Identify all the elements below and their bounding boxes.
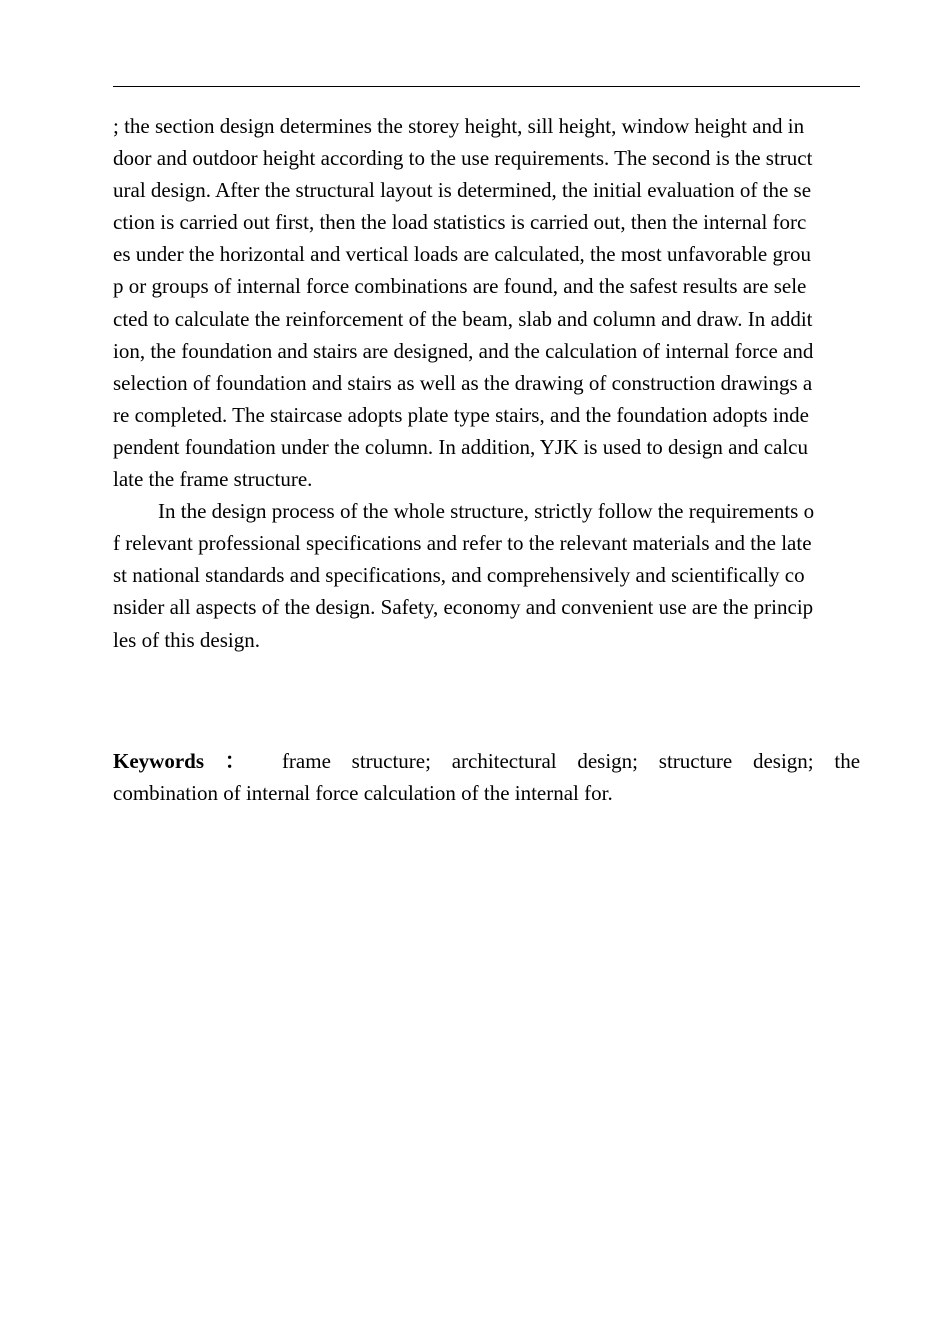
text-line: f relevant professional specifications and refer to the relevant materials and the late (113, 531, 812, 556)
header-rule (113, 86, 860, 87)
text-line: p or groups of internal force combinations are found, and the safest results are sele (113, 274, 807, 299)
keywords-line (113, 745, 860, 777)
text-line: nsider all aspects of the design. Safety, economy and convenient use are the princip (113, 595, 814, 620)
text-line: st national standards and specifications, and comprehensively and scientifically co (113, 563, 805, 588)
text-line: ion, the foundation and stairs are designed, and the calculation of internal force and (113, 338, 814, 363)
text-line: ural design. After the structural layout is determined, the initial evaluation of the se (113, 178, 812, 203)
keywords-label: Keywords ： (113, 749, 262, 773)
text-line: late the frame structure. (113, 467, 313, 492)
paragraph-1 (113, 110, 860, 495)
text-line: re completed. The staircase adopts plate type stairs, and the foundation adopts inde (113, 402, 809, 427)
text-line: ction is carried out first, then the load statistics is carried out, then the internal forc (113, 210, 807, 235)
text-line: les of this design. (113, 627, 260, 652)
text-line: door and outdoor height according to the use requirements. The second is the struct (113, 146, 813, 171)
text-line: pendent foundation under the column. In addition, YJK is used to design and calcu (113, 434, 808, 459)
text-line: cted to calculate the reinforcement of the beam, slab and column and draw. In addit (113, 306, 813, 331)
keyword-term: the (834, 749, 861, 773)
keywords-continuation: combination of internal force calculation of the internal for. (113, 781, 613, 806)
keywords-section (113, 745, 860, 809)
keyword-term: design; (752, 749, 814, 773)
text-line: In the design process of the whole structure, strictly follow the requirements o (158, 499, 815, 524)
keyword-term: frame (281, 749, 331, 773)
text-line: ; the section design determines the storey height, sill height, window height and in (113, 114, 805, 138)
text-line: es under the horizontal and vertical loads are calculated, the most unfavorable grou (113, 242, 811, 267)
keyword-term: design; (577, 749, 639, 773)
keyword-term: architectural (451, 749, 557, 773)
keyword-term: structure; (351, 749, 431, 773)
keyword-term: structure (658, 749, 733, 773)
paragraph-2 (113, 495, 860, 655)
abstract-body (113, 110, 860, 656)
text-line: selection of foundation and stairs as well as the drawing of construction drawings a (113, 370, 813, 395)
